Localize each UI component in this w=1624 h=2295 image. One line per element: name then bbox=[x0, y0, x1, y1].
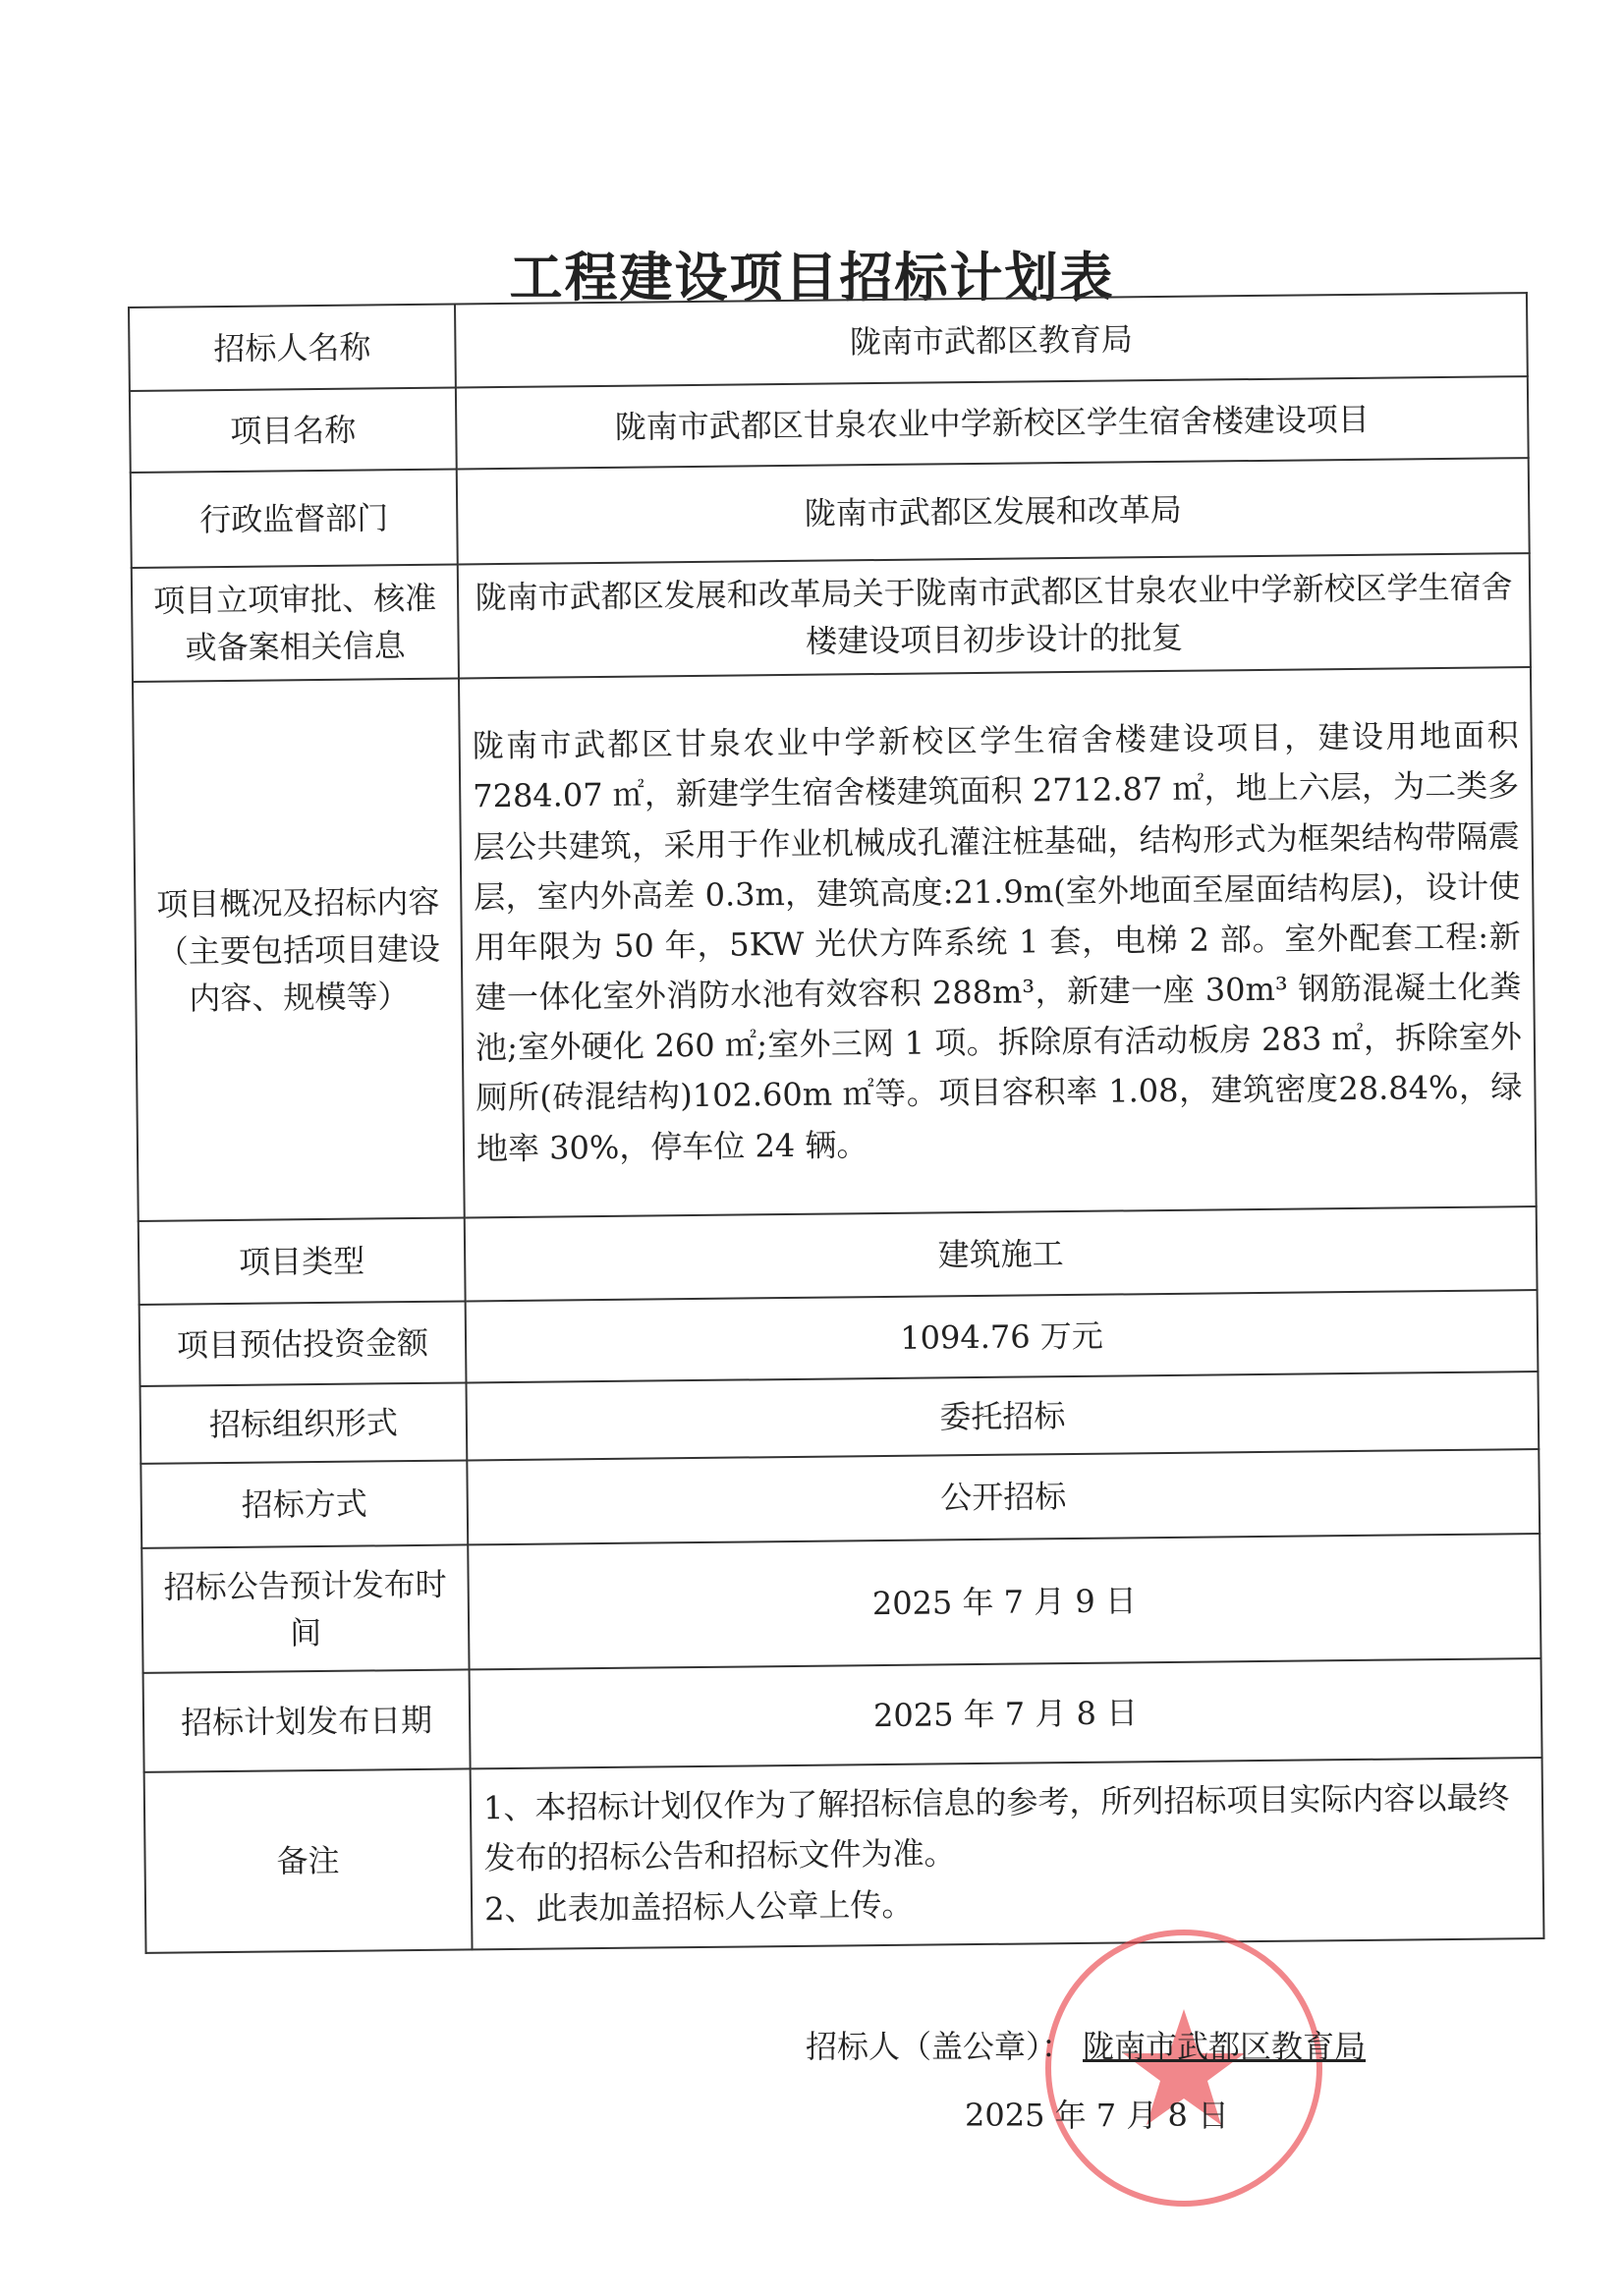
table-row bbox=[130, 376, 1529, 473]
row-label: 招标公告预计发布时间 bbox=[141, 1544, 469, 1672]
row-value: 公开招标 bbox=[467, 1449, 1540, 1544]
row-label: 招标计划发布日期 bbox=[143, 1669, 471, 1771]
row-value: 2025 年 7 月 8 日 bbox=[470, 1658, 1542, 1768]
bidding-plan-table bbox=[128, 292, 1544, 1954]
table-row bbox=[144, 1758, 1544, 1953]
project-description: 陇南市武都区甘泉农业中学新校区学生宿舍楼建设项目，建设用地面积7284.07 ㎡，新建学生宿舍楼建筑面积 2712.87 ㎡，地上六层，为二类多层公共建筑，采用于作业机械成孔灌注桩基础，结构形式为框架结构带隔震层，室内外高差 0.3m，建筑高度:21.9m(室外地面至屋面结构层)，设计使用年限为 50 年，5KW 光伏方阵系统 1 套，电梯 2 部。室外配套工程:新建一体化室外消防水池有效容积 288m³，新建一座 30m³ 钢筋混凝土化粪池;室外硬化 260 ㎡;室外三网 1 项。拆除原有活动板房 283 ㎡，拆除室外厕所(砖混结构)102.60m ㎡等。项目容积率 1.08，建筑密度28.84%，绿地率 30%，停车位 24 辆。 bbox=[459, 667, 1537, 1217]
row-label: 招标人名称 bbox=[129, 305, 456, 391]
remarks-content bbox=[471, 1758, 1544, 1949]
row-value: 2025 年 7 月 9 日 bbox=[468, 1534, 1540, 1669]
row-label: 行政监督部门 bbox=[131, 470, 458, 568]
signature-line bbox=[806, 2022, 1366, 2067]
table-row bbox=[131, 458, 1530, 568]
row-value: 陇南市武都区发展和改革局 bbox=[457, 458, 1530, 564]
signature-date: 2025 年 7 月 8 日 bbox=[965, 2097, 1230, 2134]
table-row bbox=[140, 1371, 1540, 1464]
row-label: 项目概况及招标内容（主要包括项目建设内容、规模等） bbox=[133, 678, 465, 1220]
table-row bbox=[141, 1534, 1540, 1673]
table-row bbox=[132, 553, 1531, 682]
signature-org: 陇南市武都区教育局 bbox=[1083, 2028, 1367, 2065]
remark-item: 1、本招标计划仅作为了解招标信息的参考，所列招标项目实际内容以最终发布的招标公告和招标文件为准。 bbox=[482, 1778, 1510, 1877]
signature-label: 招标人（盖公章）： bbox=[806, 2028, 1074, 2065]
row-value: 陇南市武都区发展和改革局关于陇南市武都区甘泉农业中学新校区学生宿舍楼建设项目初步设计的批复 bbox=[458, 553, 1531, 678]
row-label: 项目预估投资金额 bbox=[140, 1301, 467, 1385]
row-label: 项目类型 bbox=[139, 1217, 466, 1304]
table-row bbox=[139, 1206, 1538, 1305]
row-value: 建筑施工 bbox=[465, 1206, 1538, 1301]
row-label: 招标组织形式 bbox=[140, 1382, 468, 1463]
document-title: 工程建设项目招标计划表 bbox=[509, 247, 1115, 308]
official-seal-stamp bbox=[1041, 1926, 1326, 2211]
table-row bbox=[140, 1290, 1539, 1386]
remarks-label: 备注 bbox=[144, 1768, 473, 1952]
row-label: 项目名称 bbox=[130, 388, 457, 473]
table-row bbox=[140, 1449, 1540, 1548]
row-value: 陇南市武都区教育局 bbox=[455, 293, 1528, 387]
row-label: 项目立项审批、核准或备案相关信息 bbox=[132, 564, 459, 681]
row-value: 陇南市武都区甘泉农业中学新校区学生宿舍楼建设项目 bbox=[456, 376, 1529, 469]
row-value: 委托招标 bbox=[466, 1371, 1539, 1460]
table-row bbox=[133, 667, 1537, 1221]
table-row bbox=[129, 293, 1528, 391]
remark-item: 2、此表加盖招标人公章上传。 bbox=[483, 1885, 914, 1928]
row-value: 1094.76 万元 bbox=[466, 1290, 1539, 1382]
table-row bbox=[143, 1658, 1542, 1772]
row-label: 招标方式 bbox=[140, 1460, 468, 1547]
